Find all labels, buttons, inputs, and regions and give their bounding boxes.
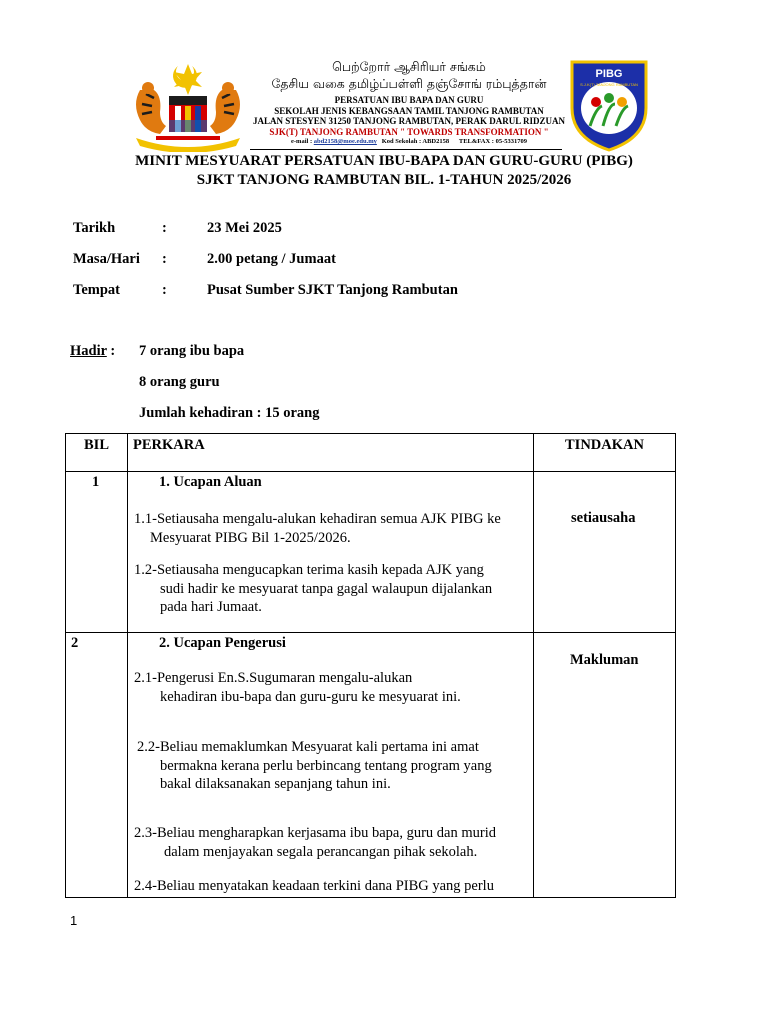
meta-label: Tarikh xyxy=(73,220,116,236)
meta-value: 23 Mei 2025 xyxy=(207,220,282,236)
meta-colon: : xyxy=(162,282,167,298)
row-bil: 2 xyxy=(71,635,79,651)
meta-label: Tempat xyxy=(73,282,120,298)
row-heading: 2. Ucapan Pengerusi xyxy=(159,635,286,651)
letterhead-contact xyxy=(250,137,568,146)
row-paragraph: 2.1-Pengerusi En.S.Sugumaran mengalu-alukan kehadiran ibu-bapa dan guru-guru ke mesyuarat ini. xyxy=(134,670,461,705)
document-title-line2: SJKT TANJONG RAMBUTAN BIL. 1-TAHUN 2025/2026 xyxy=(196,172,572,188)
document-title-line1: MINIT MESYUARAT PERSATUAN IBU-BAPA DAN GURU-GURU (PIBG) xyxy=(135,153,633,169)
row-paragraph: 2.3-Beliau mengharapkan kerjasama ibu bapa, guru dan murid dalam menjayakan segala perancangan pihak sekolah. xyxy=(134,825,496,860)
table-divider xyxy=(127,434,128,897)
letterhead-motto: SJK(T) TANJONG RAMBUTAN " TOWARDS TRANSFORMATION " xyxy=(269,126,549,137)
hadir-label: Hadir : xyxy=(70,343,116,359)
row-paragraph: 1.2-Setiausaha mengucapkan terima kasih kepada AJK yang sudi hadir ke mesyuarat tanpa gagal walaupun dijalankan pada hari Jumaat. xyxy=(134,562,493,615)
minutes-table xyxy=(65,433,676,898)
row-tindakan: Makluman xyxy=(570,652,639,668)
header-bil: BIL xyxy=(84,437,109,453)
hadir-line: 7 orang ibu bapa xyxy=(139,343,245,359)
table-divider xyxy=(66,471,675,472)
letterhead-line3: PERSATUAN IBU BAPA DAN GURU xyxy=(334,95,484,105)
school-code: Kod Sekolah : ABD2158 xyxy=(381,138,450,145)
letterhead-line5: JALAN STESYEN 31250 TANJONG RAMBUTAN, PERAK DARUL RIDZUAN xyxy=(252,116,566,126)
letterhead-rule xyxy=(250,149,562,150)
row-paragraph: 2.4-Beliau menyatakan keadaan terkini dana PIBG yang perlu xyxy=(134,878,494,894)
hadir-line: Jumlah kehadiran : 15 orang xyxy=(139,405,320,421)
telfax: TEL&FAX : 05-5331709 xyxy=(458,138,527,145)
letterhead-tamil-line2: தேசிய வகை தமிழ்ப்பள்ளி தஞ்சோங் ரம்புத்தான் xyxy=(271,76,547,91)
letterhead-tamil-line1: பெற்றோர் ஆசிரியர் சங்கம் xyxy=(332,59,486,74)
meta-colon: : xyxy=(162,220,167,236)
row-bil: 1 xyxy=(92,474,100,490)
meta-label: Masa/Hari xyxy=(73,251,140,267)
email-link[interactable]: abd2158@moe.edu.my xyxy=(313,138,377,145)
row-heading: 1. Ucapan Aluan xyxy=(159,474,262,490)
table-divider xyxy=(66,632,675,633)
letterhead-text xyxy=(250,56,568,146)
pibg-logo-text: PIBG xyxy=(595,68,623,80)
meta-value: 2.00 petang / Jumaat xyxy=(207,251,336,267)
row-paragraph: 1.1-Setiausaha mengalu-alukan kehadiran semua AJK PIBG ke Mesyuarat PIBG Bil 1-2025/2026. xyxy=(134,511,501,546)
header-perkara: PERKARA xyxy=(133,437,205,453)
letterhead-line4: SEKOLAH JENIS KEBANGSAAN TAMIL TANJONG RAMBUTAN xyxy=(274,105,544,116)
malaysia-coat-of-arms-icon xyxy=(126,60,250,152)
pibg-logo-icon xyxy=(566,56,652,152)
meta-colon: : xyxy=(162,251,167,267)
table-divider xyxy=(533,434,534,897)
row-tindakan: setiausaha xyxy=(571,510,636,526)
header-tindakan: TINDAKAN xyxy=(565,437,644,453)
row-paragraph: 2.2-Beliau memaklumkan Mesyuarat kali pertama ini amat bermakna kerana perlu berbincang tentang program yang bakal dilaksanakan sepanjang tahun ini. xyxy=(137,739,492,792)
pibg-logo-subtext: S.J.K(T) TANJONG RAMBUTAN xyxy=(580,82,638,87)
meta-value: Pusat Sumber SJKT Tanjong Rambutan xyxy=(207,282,458,298)
letterhead xyxy=(126,56,646,152)
email-label: e-mail : xyxy=(291,138,314,145)
hadir-line: 8 orang guru xyxy=(139,374,220,390)
page-number: 1 xyxy=(70,913,78,928)
